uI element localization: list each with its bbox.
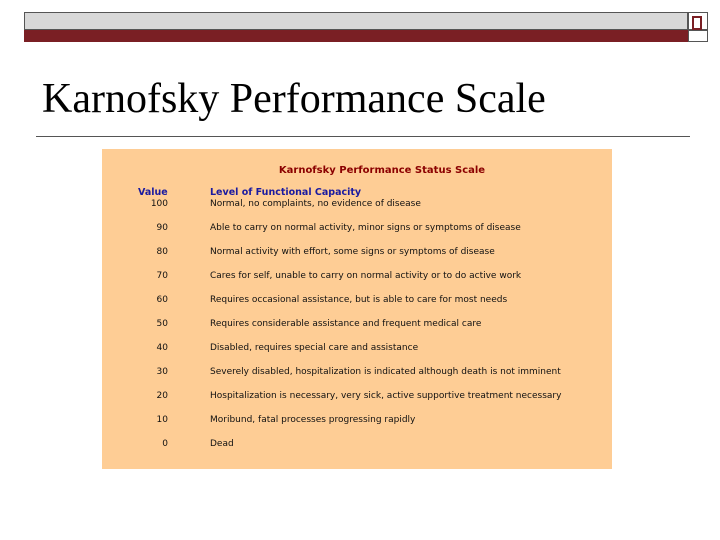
row-level: Dead [210, 439, 234, 449]
row-value: 0 [162, 439, 168, 449]
corner-box-inner [692, 16, 702, 30]
top-gray-band [24, 12, 688, 30]
row-level: Normal, no complaints, no evidence of disease [210, 199, 421, 209]
table-rows [102, 149, 612, 469]
corner-box-bottom [688, 30, 708, 42]
table-row [102, 367, 612, 381]
table-row [102, 247, 612, 261]
row-value: 100 [150, 199, 168, 209]
table-row [102, 295, 612, 309]
column-header-value: Value [138, 187, 168, 198]
row-level: Able to carry on normal activity, minor signs or symptoms of disease [210, 223, 521, 233]
row-value: 10 [156, 415, 168, 425]
row-level: Moribund, fatal processes progressing rapidly [210, 415, 416, 425]
row-value: 70 [156, 271, 168, 281]
row-value: 60 [156, 295, 168, 305]
slide-title: Karnofsky Performance Scale [42, 76, 546, 122]
row-level: Requires occasional assistance, but is able to care for most needs [210, 295, 508, 305]
row-value: 20 [156, 391, 168, 401]
row-value: 40 [156, 343, 168, 353]
table-row [102, 439, 612, 453]
table-row [102, 415, 612, 429]
table-row [102, 343, 612, 357]
table-row [102, 223, 612, 237]
column-header-level: Level of Functional Capacity [210, 187, 362, 198]
karnofsky-table-panel [102, 149, 612, 469]
table-title: Karnofsky Performance Status Scale [278, 165, 486, 176]
table-row [102, 391, 612, 405]
row-value: 90 [156, 223, 168, 233]
table-row [102, 319, 612, 333]
top-red-band [24, 30, 688, 42]
row-value: 80 [156, 247, 168, 257]
table-row [102, 271, 612, 285]
row-level: Requires considerable assistance and frequent medical care [210, 319, 482, 329]
row-value: 50 [156, 319, 168, 329]
corner-decoration [688, 12, 708, 42]
row-value: 30 [156, 367, 168, 377]
row-level: Cares for self, unable to carry on normal activity or to do active work [210, 271, 522, 281]
row-level: Normal activity with effort, some signs or symptoms of disease [210, 247, 495, 257]
top-decorative-bar [24, 12, 688, 42]
table-row [102, 199, 612, 213]
row-level: Severely disabled, hospitalization is indicated although death is not imminent [210, 367, 561, 377]
row-level: Disabled, requires special care and assistance [210, 343, 419, 353]
title-divider [36, 136, 690, 137]
row-level: Hospitalization is necessary, very sick, active supportive treatment necessary [210, 391, 562, 401]
